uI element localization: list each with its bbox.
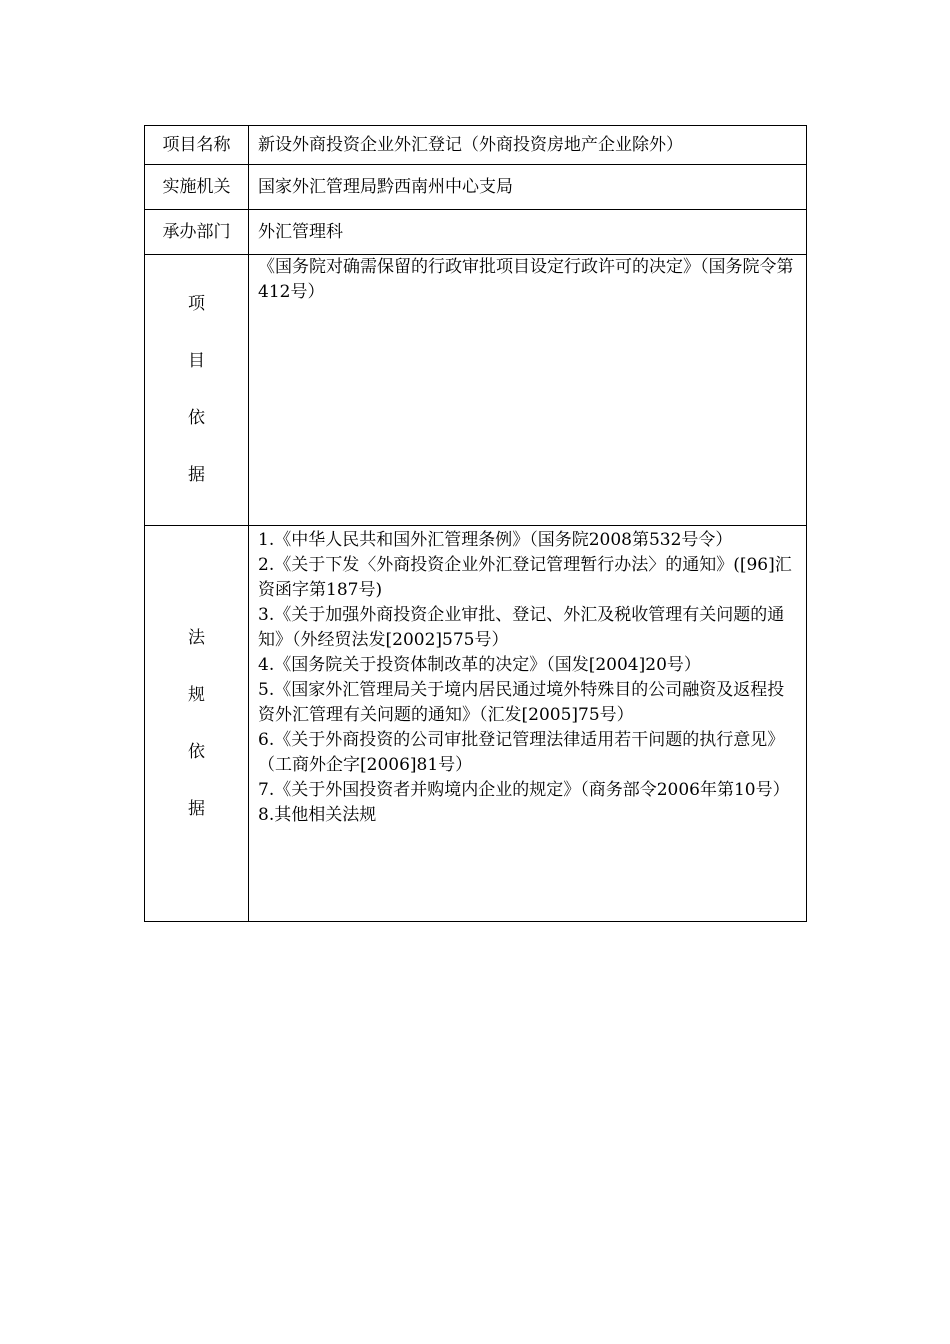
row-legal-basis xyxy=(145,526,807,922)
legal-basis-label-char: 规 xyxy=(188,684,205,705)
legal-basis-item: 4.《国务院关于投资体制改革的决定》（国发[2004]20号） xyxy=(258,655,701,675)
info-table xyxy=(144,125,807,922)
project-basis-value xyxy=(249,255,807,526)
handling-department-value: 外汇管理科 xyxy=(249,210,807,255)
project-name-value: 新设外商投资企业外汇登记（外商投资房地产企业除外） xyxy=(249,126,807,165)
legal-basis-label-char: 据 xyxy=(188,798,205,819)
handling-department-label: 承办部门 xyxy=(145,210,249,255)
row-project-name xyxy=(145,126,807,165)
project-basis-label-char: 项 xyxy=(188,294,205,314)
row-implementing-agency xyxy=(145,165,807,210)
legal-basis-item: 5.《国家外汇管理局关于境内居民通过境外特殊目的公司融资及返程投资外汇管理有关问题的通知》（汇发[2005]75号） xyxy=(258,680,785,725)
project-name-label: 项目名称 xyxy=(145,126,249,165)
legal-basis-item: 3.《关于加强外商投资企业审批、登记、外汇及税收管理有关问题的通知》（外经贸法发[2002]575号） xyxy=(258,605,785,650)
legal-basis-item: 2.《关于下发〈外商投资企业外汇登记管理暂行办法〉的通知》([96]汇资函字第187号) xyxy=(258,555,792,600)
implementing-agency-label: 实施机关 xyxy=(145,165,249,210)
project-basis-label-char: 目 xyxy=(188,351,205,371)
project-basis-label xyxy=(145,255,249,526)
legal-basis-value xyxy=(249,526,807,922)
project-basis-label-char: 据 xyxy=(188,465,205,485)
implementing-agency-value: 国家外汇管理局黔西南州中心支局 xyxy=(249,165,807,210)
legal-basis-label xyxy=(145,526,249,922)
legal-basis-label-char: 法 xyxy=(188,627,205,648)
legal-basis-label-char: 依 xyxy=(188,741,205,762)
project-basis-label-char: 依 xyxy=(188,408,205,428)
legal-basis-item: 1.《中华人民共和国外汇管理条例》（国务院2008第532号令） xyxy=(258,530,733,550)
legal-basis-item: 7.《关于外国投资者并购境内企业的规定》（商务部令2006年第10号） xyxy=(258,780,790,800)
legal-basis-item: 8.其他相关法规 xyxy=(258,805,377,825)
project-basis-label-stack xyxy=(145,255,248,525)
project-basis-text: 《国务院对确需保留的行政审批项目设定行政许可的决定》（国务院令第412号） xyxy=(258,257,794,302)
row-handling-department xyxy=(145,210,807,255)
legal-basis-item: 6.《关于外商投资的公司审批登记管理法律适用若干问题的执行意见》（工商外企字[2006]81号） xyxy=(258,730,785,775)
legal-basis-label-stack xyxy=(145,526,248,921)
row-project-basis xyxy=(145,255,807,526)
